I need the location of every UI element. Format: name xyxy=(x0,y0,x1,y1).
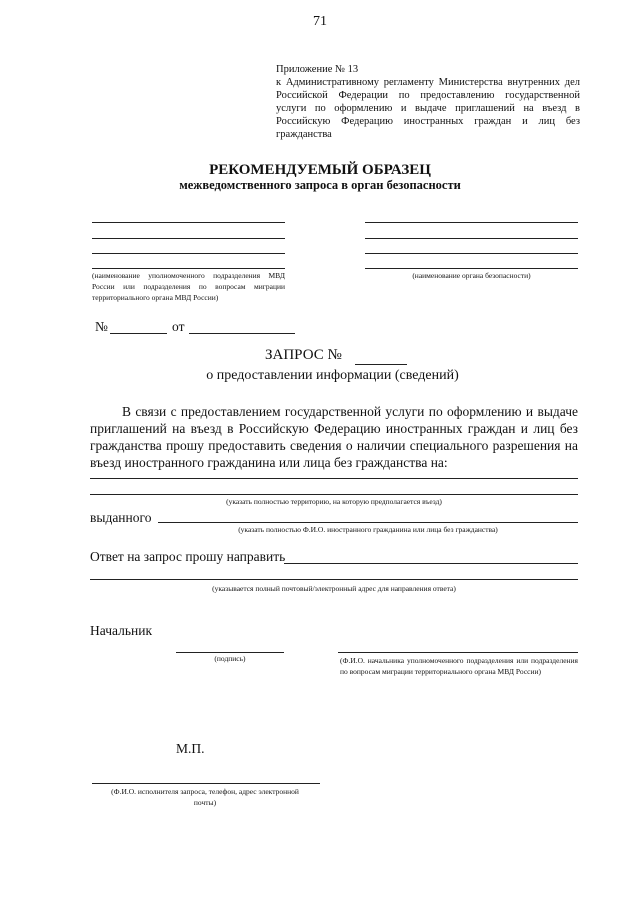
body-paragraph: В связи с предоставлением государственной услуги по оформлению и выдаче приглашений на въезд в Российскую Федерацию иностранных граждан и лиц без гражданства прошу предоставить сведения о наличии специального разрешения на въезд иностранного гражданина или лица без гражданства на: xyxy=(90,404,578,470)
recipient-line-4 xyxy=(365,268,578,269)
page-number: 71 xyxy=(313,14,327,29)
reply-label: Ответ на запрос прошу направить xyxy=(90,549,286,564)
recipient-line-2 xyxy=(365,238,578,239)
request-subtitle: о предоставлении информации (сведений) xyxy=(206,368,459,383)
executor-caption: (Ф.И.О. исполнителя запроса, телефон, адрес электронной почты) xyxy=(111,787,299,807)
seal-label: М.П. xyxy=(176,741,205,756)
sender-line-3 xyxy=(92,253,285,254)
chief-name-caption: (Ф.И.О. начальника уполномоченного подразделения или подразделения по вопросам миграции территориального органа МВД России) xyxy=(340,656,578,676)
recipient-line-3 xyxy=(365,253,578,254)
document-title: РЕКОМЕНДУЕМЫЙ ОБРАЗЕЦ xyxy=(209,162,431,178)
person-line xyxy=(158,522,578,523)
territory-caption: (указать полностью территорию, на которую предполагается въезд) xyxy=(226,497,442,506)
recipient-caption: (наименование органа безопасности) xyxy=(412,271,531,280)
number-line xyxy=(110,333,167,334)
document-subtitle: межведомственного запроса в орган безопасности xyxy=(179,178,461,192)
address-caption: (указывается полный почтовый/электронный адрес для направления ответа) xyxy=(212,584,456,593)
request-number-line xyxy=(355,364,407,365)
number-label: № xyxy=(95,319,108,334)
signature-caption: (подпись) xyxy=(214,654,246,663)
appendix-number: Приложение № 13 xyxy=(276,64,359,75)
recipient-line-1 xyxy=(365,222,578,223)
chief-name-line xyxy=(338,652,578,653)
sender-line-2 xyxy=(92,238,285,239)
person-caption: (указать полностью Ф.И.О. иностранного гражданина или лица без гражданства) xyxy=(238,525,498,534)
territory-line-2 xyxy=(90,494,578,495)
sender-caption: (наименование уполномоченного подразделения МВД России или подразделения по вопросам миграции территориального органа МВД России) xyxy=(92,271,285,302)
chief-label: Начальник xyxy=(90,623,153,638)
reply-line-2 xyxy=(90,579,578,580)
reply-line-1 xyxy=(284,563,578,564)
date-line xyxy=(189,333,295,334)
issued-label: выданного xyxy=(90,510,152,525)
territory-line-1 xyxy=(90,478,578,479)
request-title: ЗАПРОС № xyxy=(265,347,342,363)
date-label: от xyxy=(172,319,185,334)
sender-line-4 xyxy=(92,268,285,269)
executor-line xyxy=(92,783,320,784)
sender-line-1 xyxy=(92,222,285,223)
appendix-text: к Административному регламенту Министерства внутренних дел Российской Федерации по предоставлению государственной услуги по оформлению и выдаче приглашений на въезд в Российскую Федерацию иностранных граждан и лиц без гражданства xyxy=(276,77,580,140)
